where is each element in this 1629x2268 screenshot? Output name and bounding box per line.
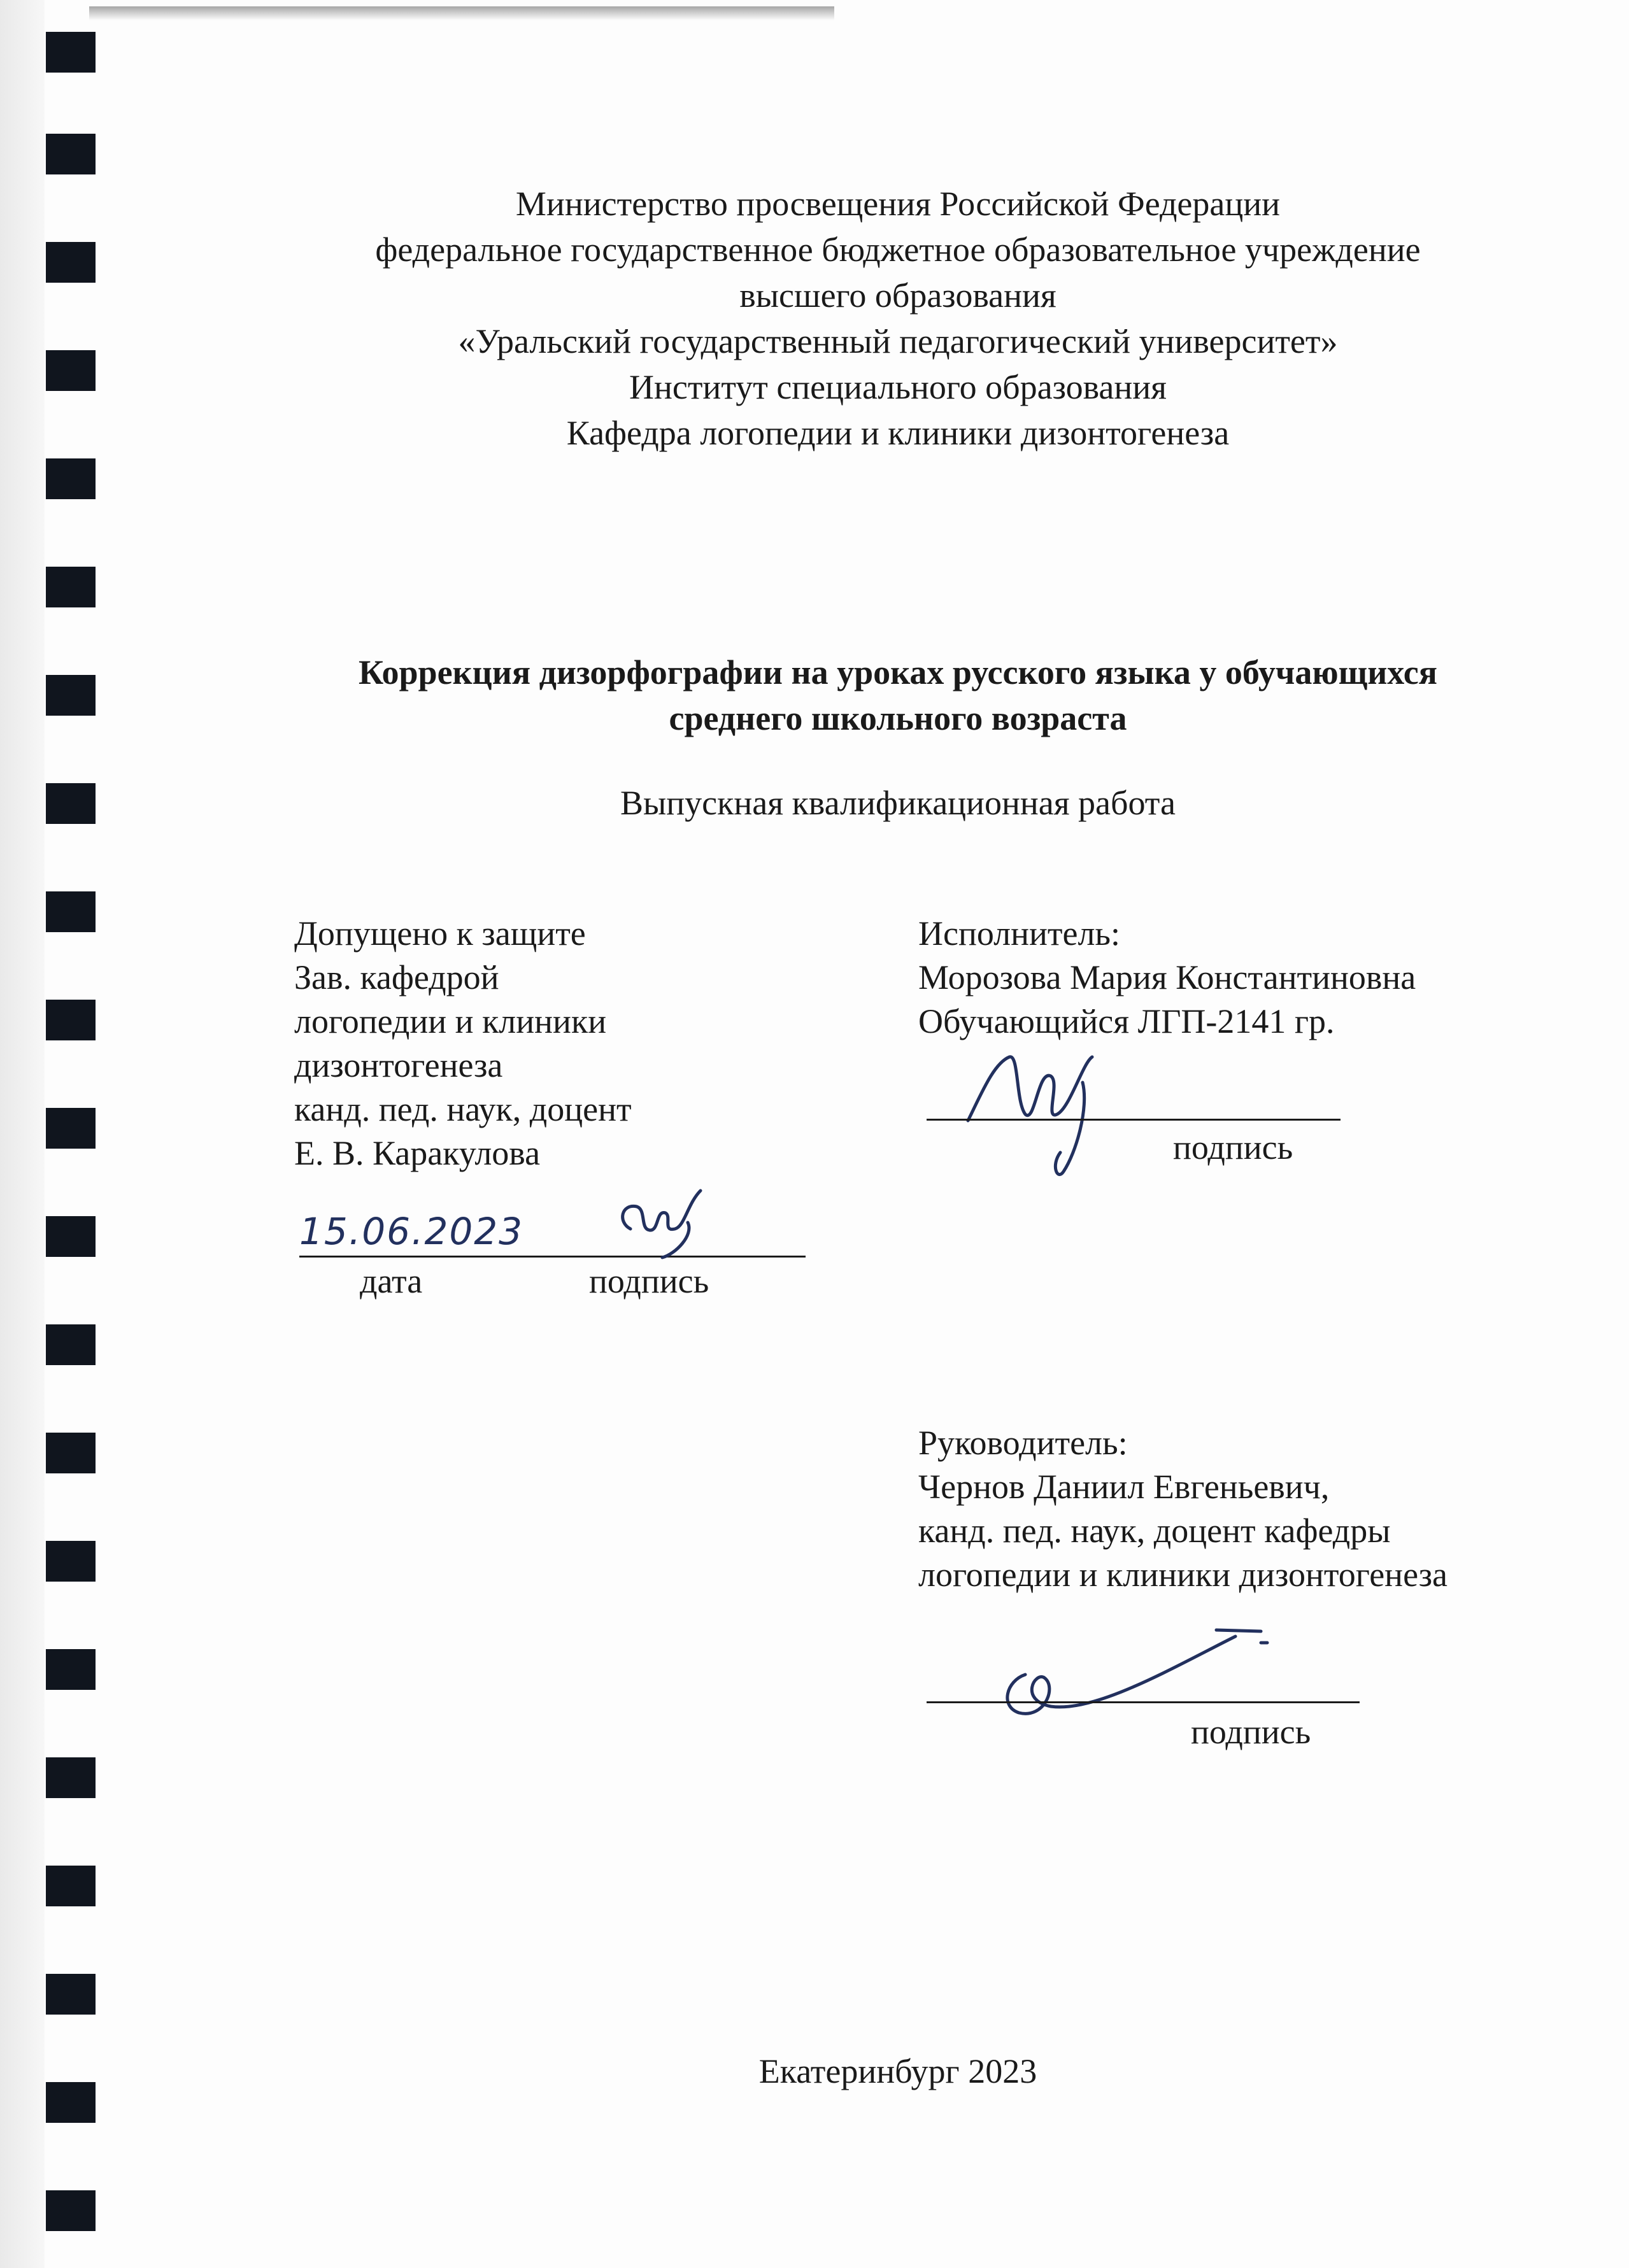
- binding-hole: [46, 350, 96, 391]
- approval-line: Допущено к защите: [294, 914, 586, 953]
- signature-caption: подпись: [1173, 1128, 1293, 1166]
- binding-hole: [46, 1649, 96, 1690]
- city-year: Екатеринбург 2023: [758, 2052, 1037, 2090]
- binding-hole: [46, 1000, 96, 1040]
- executor-line: Исполнитель:: [918, 914, 1121, 953]
- executor-signature: [955, 1044, 1121, 1184]
- institution-header: [299, 181, 1497, 456]
- binding-hole: [46, 783, 96, 824]
- signature-caption: подпись: [1191, 1713, 1311, 1751]
- title-line: Коррекция дизорфографии на уроках русского языка у обучающихся: [359, 653, 1437, 691]
- head-signature: [611, 1184, 720, 1267]
- spiral-binding: [0, 0, 111, 2268]
- approval-block: [294, 912, 632, 1175]
- binding-hole: [46, 458, 96, 499]
- binding-hole: [46, 1108, 96, 1149]
- executor-block: [918, 912, 1416, 1044]
- binding-hole: [46, 1757, 96, 1798]
- thesis-title: [299, 649, 1497, 741]
- supervisor-block: [918, 1421, 1448, 1597]
- header-line: Министерство просвещения Российской Федерации: [515, 185, 1281, 223]
- supervisor-line: канд. пед. наук, доцент кафедры: [918, 1512, 1391, 1550]
- approval-line: Е. В. Каракулова: [294, 1134, 541, 1172]
- date-line: [299, 1256, 519, 1258]
- signature-line: [927, 1119, 1341, 1121]
- header-line: высшего образования: [739, 276, 1056, 315]
- binding-hole: [46, 1324, 96, 1365]
- supervisor-line: Руководитель:: [918, 1424, 1128, 1462]
- approval-line: канд. пед. наук, доцент: [294, 1090, 632, 1128]
- supervisor-line: Чернов Даниил Евгеньевич,: [918, 1468, 1330, 1506]
- binding-hole: [46, 242, 96, 283]
- header-line: Институт специального образования: [629, 368, 1167, 406]
- binding-hole: [46, 1433, 96, 1473]
- work-type: Выпускная квалификационная работа: [620, 784, 1176, 822]
- binding-hole: [46, 32, 96, 73]
- approval-line: дизонтогенеза: [294, 1046, 503, 1084]
- binding-hole: [46, 1541, 96, 1582]
- binding-rail: [0, 0, 45, 2268]
- binding-hole: [46, 1974, 96, 2015]
- header-line: Кафедра логопедии и клиники дизонтогенеза: [566, 414, 1230, 452]
- date-caption: дата: [360, 1262, 423, 1300]
- executor-line: Морозова Мария Константиновна: [918, 958, 1416, 996]
- approval-line: логопедии и клиники: [294, 1002, 607, 1040]
- title-line: среднего школьного возраста: [669, 699, 1127, 737]
- binding-hole: [46, 1216, 96, 1257]
- binding-hole: [46, 1866, 96, 1906]
- binding-hole: [46, 134, 96, 174]
- binding-hole: [46, 2190, 96, 2231]
- signature-caption: подпись: [589, 1262, 709, 1300]
- header-line: федеральное государственное бюджетное образовательное учреждение: [375, 230, 1421, 269]
- signature-line: [927, 1701, 1360, 1703]
- header-line: «Уральский государственный педагогический университет»: [458, 322, 1338, 360]
- binding-hole: [46, 891, 96, 932]
- approval-line: Зав. кафедрой: [294, 958, 499, 996]
- binding-hole: [46, 2082, 96, 2123]
- supervisor-line: логопедии и клиники дизонтогенеза: [918, 1556, 1448, 1594]
- handwritten-date: 15.06.2023: [299, 1210, 524, 1253]
- binding-hole: [46, 567, 96, 607]
- scan-shadow: [89, 6, 834, 20]
- executor-line: Обучающийся ЛГП-2141 гр.: [918, 1002, 1335, 1040]
- binding-hole: [46, 675, 96, 716]
